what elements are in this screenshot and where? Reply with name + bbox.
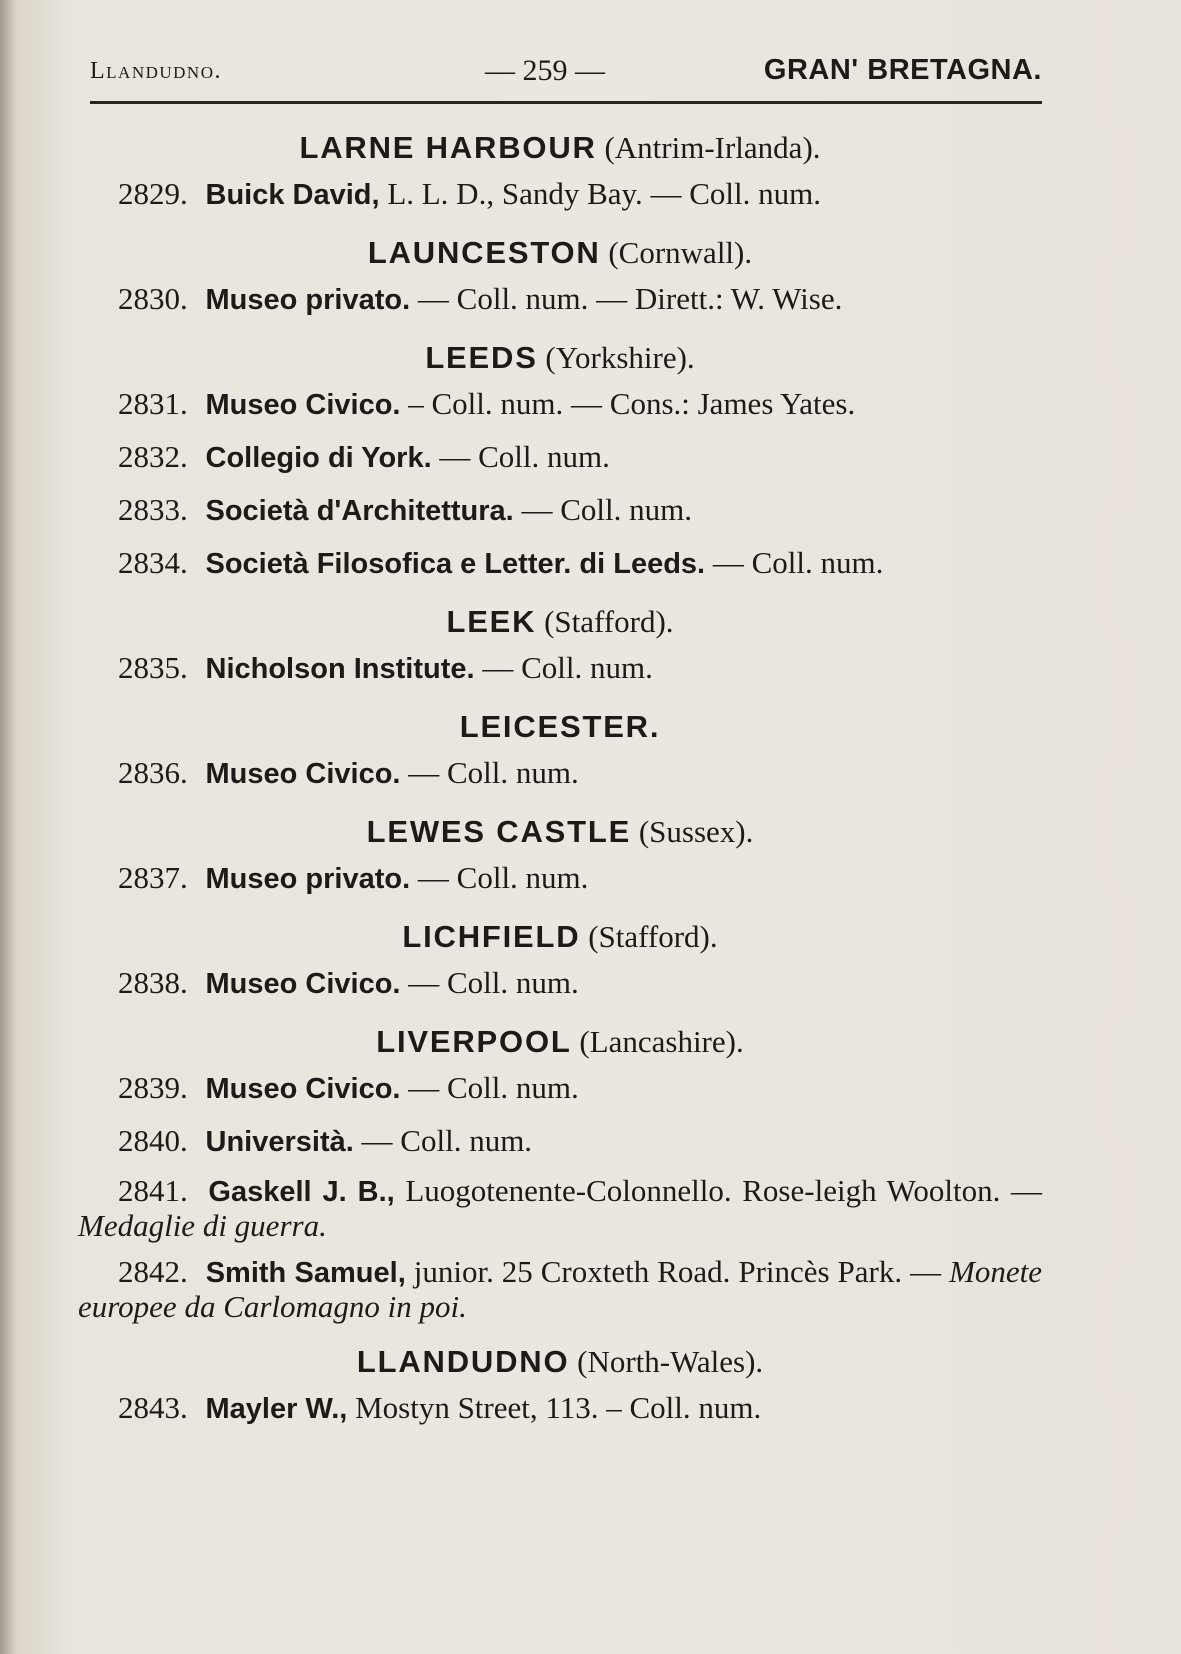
- entry-name: Gaskell J. B.,: [208, 1176, 395, 1208]
- entry-name: Museo privato.: [205, 863, 411, 895]
- city-heading: [78, 917, 1042, 957]
- entry-name: Smith Samuel,: [205, 1257, 406, 1289]
- city-heading: [78, 128, 1042, 168]
- city-name: LEEDS: [425, 340, 538, 375]
- entry-name: Nicholson Institute.: [205, 653, 475, 685]
- page-header: [90, 50, 1042, 96]
- city-heading: [78, 707, 1042, 747]
- city-region: (Antrim-Irlanda).: [604, 130, 821, 165]
- entry-name: Museo privato.: [205, 284, 411, 316]
- entry-number: 2831.: [118, 386, 188, 421]
- entry-number: 2834.: [118, 545, 188, 580]
- directory-entry: [78, 858, 1042, 899]
- entry-number: 2836.: [118, 755, 188, 790]
- directory-listing: [78, 128, 1042, 1441]
- directory-entry: [78, 1068, 1042, 1109]
- entry-number: 2843.: [118, 1390, 188, 1425]
- header-rule: [90, 101, 1042, 104]
- entry-details: — Coll. num.: [712, 545, 884, 580]
- entry-number: 2835.: [118, 650, 188, 685]
- city-heading: [78, 812, 1042, 852]
- city-name: LEEK: [446, 604, 537, 639]
- directory-entry: [78, 753, 1042, 794]
- entry-number: 2840.: [118, 1123, 188, 1158]
- directory-entry: [78, 648, 1042, 689]
- entry-name: Museo Civico.: [205, 389, 401, 421]
- entry-name: Museo Civico.: [205, 758, 401, 790]
- entry-details: — Coll. num.: [408, 755, 579, 790]
- city-region: (Stafford).: [588, 919, 718, 954]
- entry-name: Società d'Architettura.: [205, 495, 514, 527]
- city-region: (Stafford).: [544, 604, 674, 639]
- entry-number: 2842.: [118, 1254, 188, 1289]
- directory-entry: [78, 174, 1042, 215]
- entry-details: junior. 25 Croxteth Road. Princès Park. —: [413, 1254, 942, 1289]
- entry-details: – Coll. num. — Cons.: James Yates.: [408, 386, 856, 421]
- city-name: LAUNCESTON: [367, 235, 601, 270]
- directory-entry: [78, 490, 1042, 531]
- entry-details: Luogotenente-Colonnello. Rose-leigh Woolton. —: [405, 1173, 1043, 1208]
- city-heading: [78, 602, 1042, 642]
- entry-details: — Coll. num.: [439, 439, 610, 474]
- entry-number: 2833.: [118, 492, 188, 527]
- entry-number: 2837.: [118, 860, 188, 895]
- city-name: LARNE HARBOUR: [299, 130, 597, 165]
- entry-name: Buick David,: [205, 179, 380, 211]
- entry-details: — Coll. num.: [408, 965, 579, 1000]
- running-head-right: GRAN' BRETAGNA.: [763, 54, 1042, 86]
- entry-details: — Coll. num.: [482, 650, 653, 685]
- entry-number: 2830.: [118, 281, 188, 316]
- directory-entry: [78, 963, 1042, 1004]
- city-name: LLANDUDNO: [356, 1344, 570, 1379]
- entry-number: 2832.: [118, 439, 188, 474]
- entry-details: — Coll. num. — Dirett.: W. Wise.: [417, 281, 843, 316]
- entry-collection: Medaglie di guerra.: [78, 1208, 327, 1243]
- city-region: (Lancashire).: [579, 1024, 744, 1059]
- directory-entry: [78, 279, 1042, 320]
- entry-name: Museo Civico.: [205, 968, 401, 1000]
- entry-number: 2841.: [118, 1173, 188, 1208]
- entry-details: — Coll. num.: [361, 1123, 533, 1158]
- directory-entry: [78, 1388, 1042, 1429]
- city-region: (Sussex).: [638, 814, 754, 849]
- city-name: LICHFIELD: [402, 919, 581, 954]
- entry-number: 2839.: [118, 1070, 188, 1105]
- entry-details: L. L. D., Sandy Bay. — Coll. num.: [387, 176, 822, 211]
- entry-name: Mayler W.,: [205, 1393, 348, 1425]
- entry-name: Collegio di York.: [205, 442, 432, 474]
- directory-entry: [78, 437, 1042, 478]
- running-head-left: Llandudno.: [90, 58, 222, 84]
- city-region: (Yorkshire).: [545, 340, 695, 375]
- entry-number: 2838.: [118, 965, 188, 1000]
- page-number: — 259 —: [485, 54, 605, 87]
- city-heading: [78, 233, 1042, 273]
- entry-name: Società Filosofica e Letter. di Leeds.: [205, 548, 706, 580]
- entry-collection: Monete europee da Carlomagno in poi.: [78, 1254, 1043, 1324]
- city-name: LIVERPOOL: [376, 1024, 572, 1059]
- entry-details: — Coll. num.: [408, 1070, 579, 1105]
- entry-details: — Coll. num.: [417, 860, 589, 895]
- city-name: LEWES CASTLE: [366, 814, 632, 849]
- directory-entry: [78, 1174, 1042, 1243]
- entry-details: — Coll. num.: [521, 492, 693, 527]
- entry-details: Mostyn Street, 113. – Coll. num.: [355, 1390, 762, 1425]
- directory-entry: [78, 1255, 1042, 1324]
- entry-name: Università.: [205, 1126, 354, 1158]
- entry-name: Museo Civico.: [205, 1073, 401, 1105]
- directory-entry: [78, 543, 1042, 584]
- city-region: (North-Wales).: [577, 1344, 764, 1379]
- city-heading: [78, 1342, 1042, 1382]
- city-name: LEICESTER.: [459, 709, 661, 744]
- directory-entry: [78, 384, 1042, 425]
- directory-entry: [78, 1121, 1042, 1162]
- city-heading: [78, 338, 1042, 378]
- city-region: (Cornwall).: [608, 235, 753, 270]
- city-heading: [78, 1022, 1042, 1062]
- entry-number: 2829.: [118, 176, 188, 211]
